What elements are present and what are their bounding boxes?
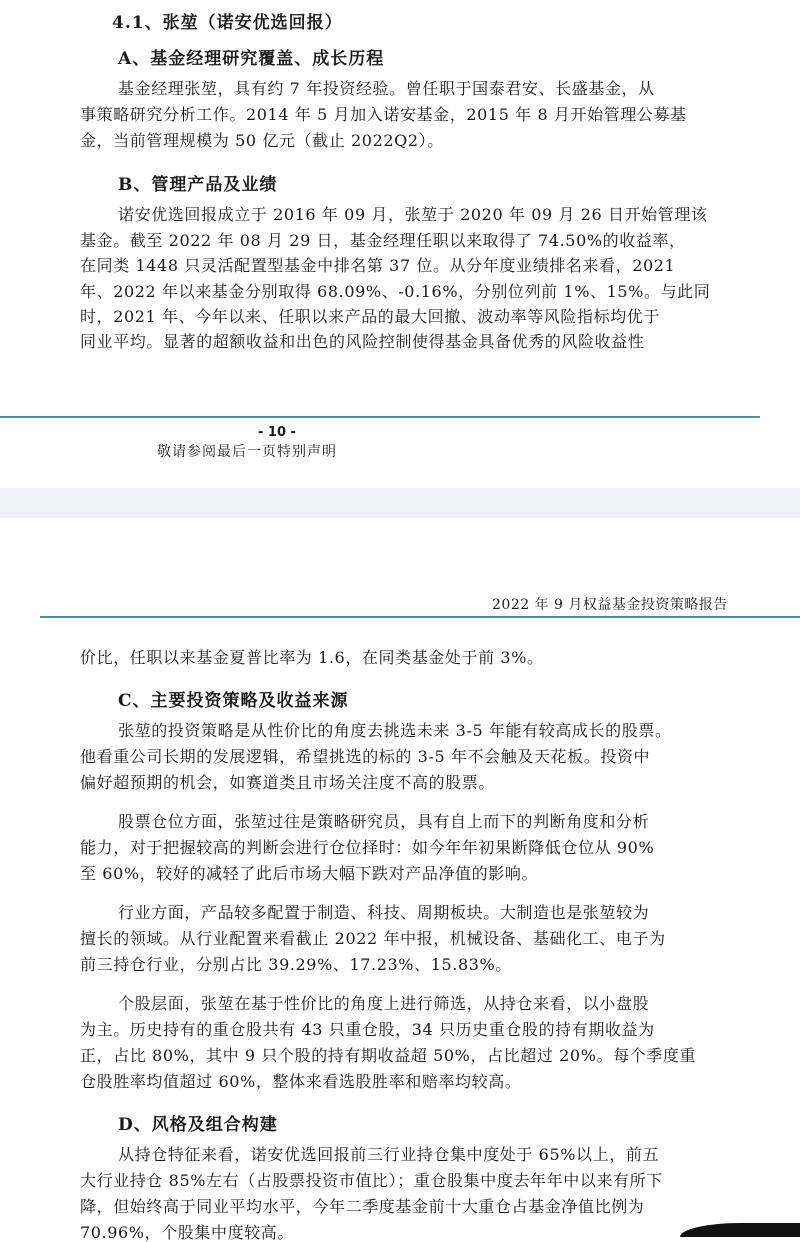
footer-rule [0, 416, 760, 418]
para-b-line: 诺安优选回报成立于 2016 年 09 月，张堃于 2020 年 09 月 26 日开始管理该 [118, 205, 708, 224]
para-b-line: 在同类 1448 只灵活配置型基金中排名第 37 位。从分年度业绩排名来看，2021 [80, 256, 676, 275]
para-b-line: 基金。截至 2022 年 08 月 29 日，基金经理任职以来取得了 74.50%的收益率， [80, 231, 686, 250]
para-c4-line: 为主。历史持有的重仓股共有 43 只重仓股，34 只历史重仓股的持有期收益为 [80, 1020, 655, 1039]
para-c4-line: 仓股胜率均值超过 60%，整体来看选股胜率和赔率均较高。 [80, 1072, 522, 1091]
para-c2-line: 能力，对于把握较高的判断会进行仓位择时：如今年年初果断降低仓位从 90% [80, 838, 655, 857]
para-c3-line: 擅长的领域。从行业配置来看截止 2022 年中报，机械设备、基础化工、电子为 [80, 929, 666, 948]
para-a-line: 基金经理张堃，具有约 7 年投资经验。曾任职于国泰君安、长盛基金，从 [118, 79, 655, 98]
page-10 [0, 0, 800, 488]
report-header-title: 2022 年 9 月权益基金投资策略报告 [492, 597, 728, 613]
subheading-b: B、管理产品及业绩 [118, 175, 278, 195]
footer-disclaimer: 敬请参阅最后一页特别声明 [157, 444, 337, 460]
para-d-line: 大行业持仓 85%左右（占股票投资市值比）；重仓股集中度去年年中以来有所下 [80, 1171, 663, 1190]
para-c1-line: 张堃的投资策略是从性价比的角度去挑选未来 3-5 年能有较高成长的股票。 [118, 721, 672, 740]
para-c3-line: 前三持仓行业，分别占比 39.29%、17.23%、15.83%。 [80, 955, 512, 974]
para-d-line: 从持仓特征来看，诺安优选回报前三行业持仓集中度处于 65%以上，前五 [118, 1145, 660, 1164]
para-d-line: 降，但始终高于同业平均水平，今年二季度基金前十大重仓占基金净值比例为 [80, 1197, 645, 1216]
subheading-c: C、主要投资策略及收益来源 [118, 691, 349, 711]
continuation-line: 价比，任职以来基金夏普比率为 1.6，在同类基金处于前 3%。 [80, 648, 544, 667]
para-c4-line: 正，占比 80%，其中 9 只个股的持有期收益超 50%，占比超过 20%。每个季度重 [80, 1046, 697, 1065]
header-rule [40, 616, 800, 618]
para-b-line: 年、2022 年以来基金分别取得 68.09%、-0.16%，分别位列前 1%、15%。与此同 [80, 282, 711, 301]
page-gap [0, 488, 800, 518]
para-c4-line: 个股层面，张堃在基于性价比的角度上进行筛选，从持仓来看，以小盘股 [118, 994, 650, 1013]
para-a-line: 事策略研究分析工作。2014 年 5 月加入诺安基金，2015 年 8 月开始管理公募基 [80, 105, 687, 124]
section-title: 4.1、张堃（诺安优选回报） [112, 13, 343, 33]
para-a-line: 金，当前管理规模为 50 亿元（截止 2022Q2）。 [80, 131, 444, 150]
para-c2-line: 股票仓位方面，张堃过往是策略研究员，具有自上而下的判断角度和分析 [118, 812, 650, 831]
para-b-line: 时，2021 年、今年以来、任职以来产品的最大回撤、波动率等风险指标均优于 [80, 307, 661, 326]
para-d-line: 70.96%，个股集中度较高。 [80, 1223, 295, 1242]
para-c1-line: 他看重公司长期的发展逻辑，希望挑选的标的 3-5 年不会触及天花板。投资中 [80, 747, 651, 766]
para-c3-line: 行业方面，产品较多配置于制造、科技、周期板块。大制造也是张堃较为 [118, 903, 650, 922]
para-c2-line: 至 60%，较好的减轻了此后市场大幅下跌对产品净值的影响。 [80, 864, 539, 883]
page-number: - 10 - [258, 425, 296, 440]
para-c1-line: 偏好超预期的机会，如赛道类且市场关注度不高的股票。 [80, 773, 496, 792]
subheading-a: A、基金经理研究覆盖、成长历程 [118, 49, 385, 69]
subheading-d: D、风格及组合构建 [118, 1115, 278, 1135]
para-b-line: 同业平均。显著的超额收益和出色的风险控制使得基金具备优秀的风险收益性 [80, 332, 645, 351]
